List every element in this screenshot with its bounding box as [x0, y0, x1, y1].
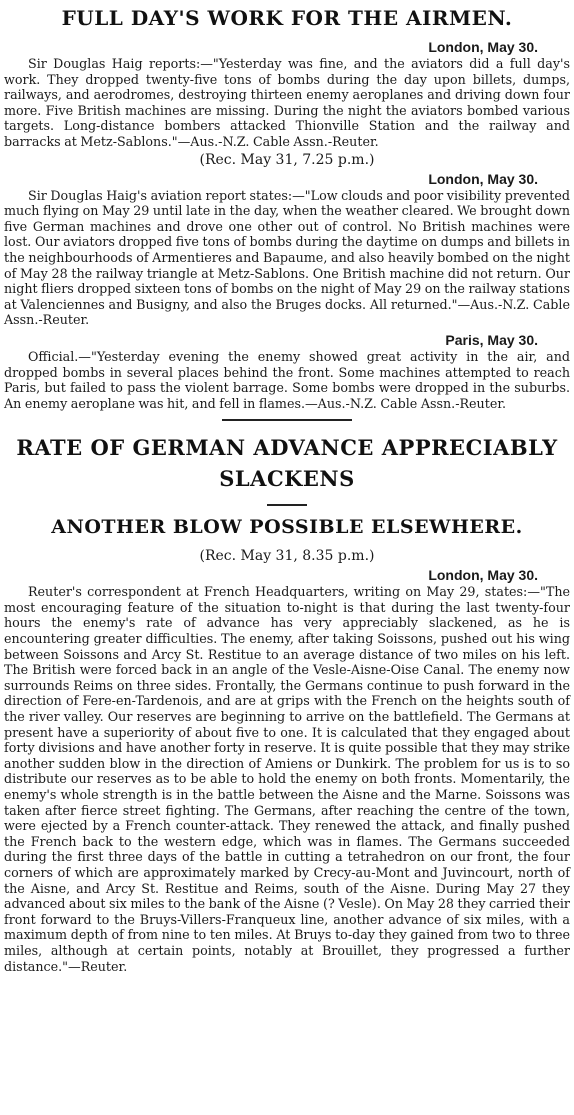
article-body: Reuter's correspondent at French Headquarters, writing on May 29, states:—"The most encouraging feature of the situation to-night is that during the last twenty-four hours the enemy's rate of advance has very appreciably slackened, as he is encountering greater difficulties. The enemy, after taking Soissons, pushed out his wing between Soissons and Arcy St. Restitue to an average distance of two miles on his left. The British were forced back in an angle of the Vesle-Aisne-Oise Canal. The enemy now surrounds Reims on three sides. Frontally, the Germans continue to push forward in the direction of Fere-en-Tardenois, and are at grips with the French on the heights south of the river valley. Our reserves are beginning to arrive on the battlefield. The Germans at present have a superiority of about five to one. It is calculated that they engaged about forty divisions and have another forty in reserve. It is quite possible that they may strike another sudden blow in the direction of Amiens or Dunkirk. The problem for us is to so distribute our reserves as to be able to hold the enemy on both fronts. Momentarily, the enemy's whole strength is in the battle between the Aisne and the Marne. Soissons was taken after fierce street fighting. The Germans, after reaching the centre of the town, were ejected by a French counter-attack. They renewed the attack, and finally pushed the French back to the western edge, which was in flames. The Germans succeeded during the first three days of the battle in cutting a tetrahedron on our front, the four corners of which are approximately marked by Crecy-au-Mont and Juvincourt, north of the Aisne, and Arcy St. Restitue and Reims, south of the Aisne. During May 27 they advanced about six miles to the bank of the Aisne (? Vesle). On May 28 they carried their front forward to the Bruys-Villers-Franqueux line, another advance of six miles, with a maximum depth of from nine to ten miles. At Bruys to-day they gained from two to three miles, although at certain points, notably at Brouillet, they progressed a further distance."—Reuter. — [4, 584, 570, 974]
dateline: London, May 30. — [428, 39, 538, 55]
received-timestamp: (Rec. May 31, 7.25 p.m.) — [199, 151, 375, 168]
article-headline — [4, 429, 570, 494]
article-subheadline: ANOTHER BLOW POSSIBLE ELSEWHERE. — [51, 516, 523, 539]
headline-line-2: SLACKENS — [219, 466, 355, 492]
article-headline: FULL DAY'S WORK FOR THE AIRMEN. — [61, 6, 513, 30]
dateline: London, May 30. — [428, 170, 538, 187]
headline-line-1: RATE OF GERMAN ADVANCE APPRECIABLY — [16, 435, 558, 461]
received-timestamp: (Rec. May 31, 8.35 p.m.) — [199, 548, 375, 565]
dateline: London, May 30. — [428, 567, 538, 584]
dispatch-paragraph: Sir Douglas Haig reports:—"Yesterday was fine, and the aviators did a full day's work. They dropped twenty-five tons of bombs during the day upon billets, dumps, railways, and aerodromes, destroying thirteen enemy aeroplanes and driving down four more. Five British machines are missing. During the night the aviators bombed various targets. Long-distance bombers attacked Thionville Station and the railway and barracks at Metz-Sablons."—Aus.-N.Z. Cable Assn.-Reuter. — [4, 56, 570, 149]
section-divider — [222, 419, 352, 421]
article-airmen — [4, 0, 570, 411]
dispatch-paragraph: Official.—"Yesterday evening the enemy showed great activity in the air, and dropped bombs in several places behind the front. Some machines attempted to reach Paris, but failed to pass the violent barrage. Some bombs were dropped in the suburbs. An enemy aeroplane was hit, and fell in flames.—Aus.-N.Z. Cable Assn.-Reuter. — [4, 348, 570, 411]
dateline: Paris, May 30. — [445, 331, 538, 348]
article-german-advance — [4, 429, 570, 974]
dispatch-paragraph: Sir Douglas Haig's aviation report states:—"Low clouds and poor visibility prevented much flying on May 29 until late in the day, when the weather cleared. We brought down five German machines and drove one other out of control. No British machines were lost. Our aviators dropped five tons of bombs during the daytime on dumps and billets in the neighbourhoods of Armentieres and Bapaume, and also heavily bombed on the night of May 28 the railway triangle at Metz-Sablons. One British machine did not return. Our night fliers dropped sixteen tons of bombs on the night of May 29 on the railway stations at Valenciennes and Busigny, and also the Bruges docks. All returned."—Aus.-N.Z. Cable Assn.-Reuter. — [4, 187, 570, 328]
